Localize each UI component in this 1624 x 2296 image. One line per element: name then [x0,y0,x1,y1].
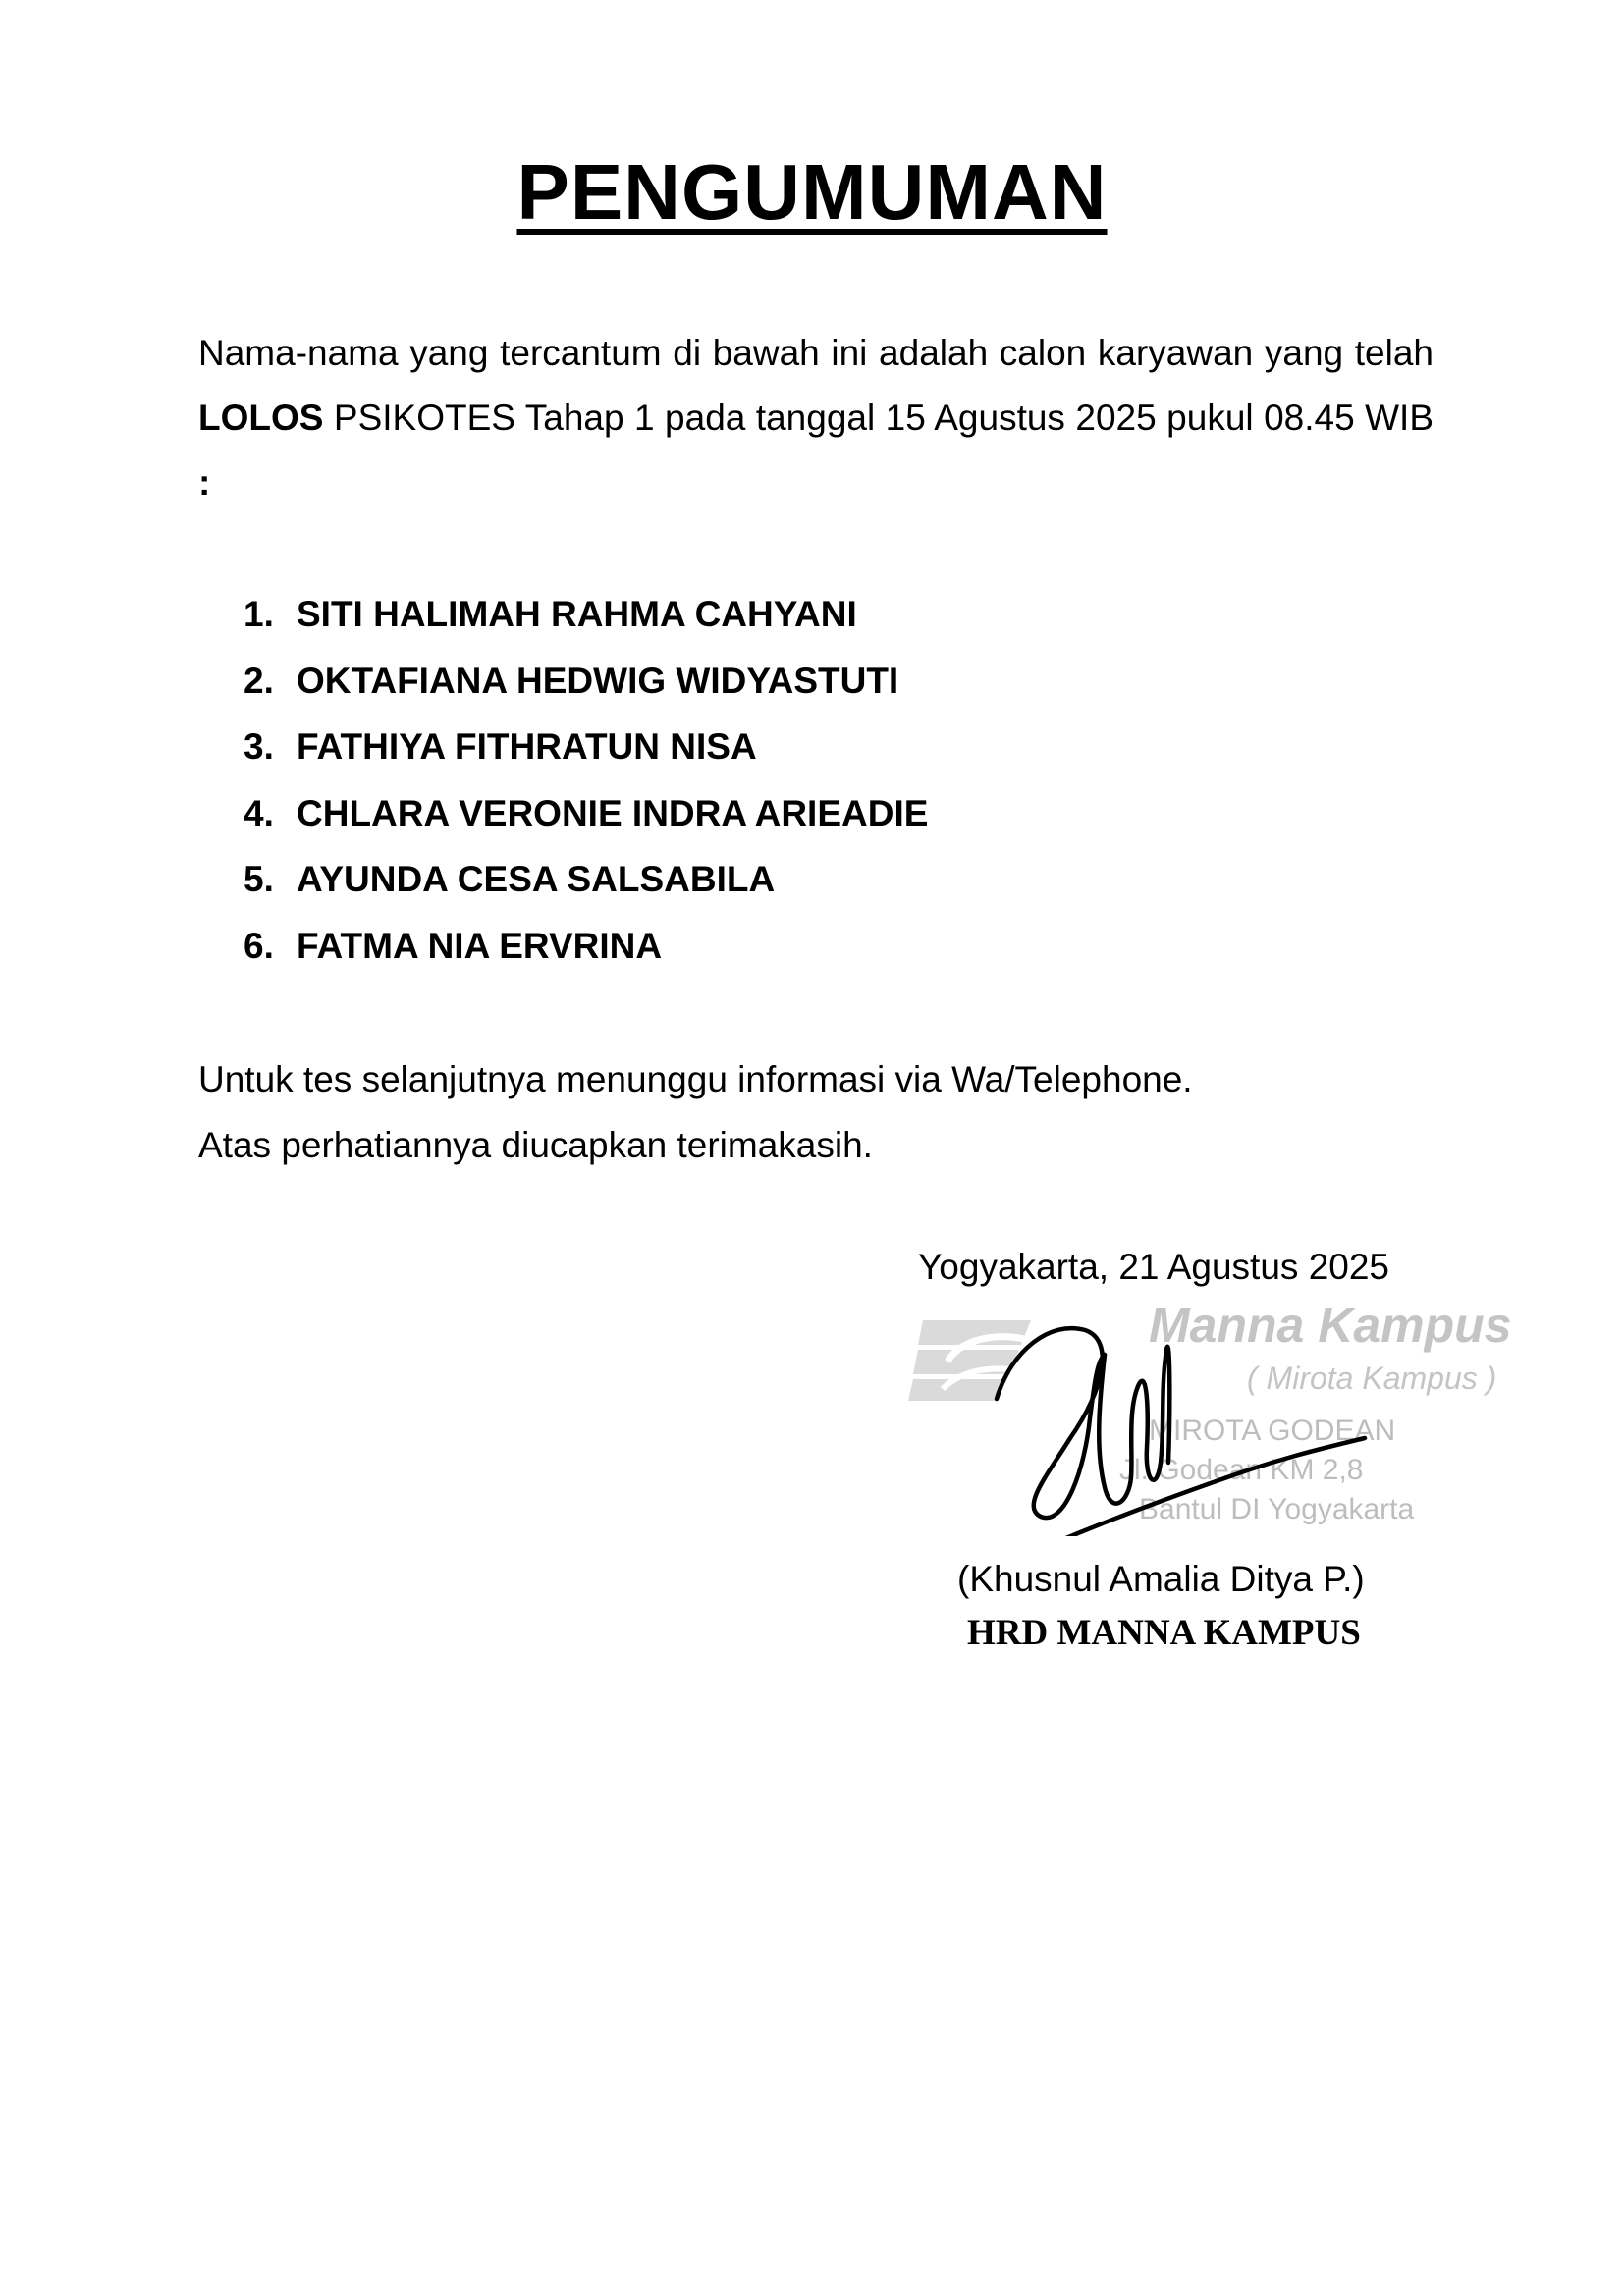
intro-paragraph [198,321,1434,515]
candidate-list [244,581,928,979]
list-number: 3. [244,726,274,767]
candidate-name: SITI HALIMAH RAHMA CAHYANI [297,594,857,634]
company-stamp-and-signature [903,1291,1512,1536]
signer-name: (Khusnul Amalia Ditya P.) [957,1559,1365,1599]
list-item [244,581,928,648]
stamp-line-2: Jl. Godean KM 2,8 [1119,1454,1364,1486]
stamp-line-3: Bantul DI Yogyakarta [1139,1493,1415,1525]
list-item [244,913,928,980]
page-title: PENGUMUMAN [516,148,1108,236]
closing-paragraph [198,1046,1193,1178]
candidate-name: CHLARA VERONIE INDRA ARIEADIE [297,792,929,833]
list-item [244,648,928,715]
intro-bold-colon: : [198,462,211,503]
list-item [244,714,928,780]
candidate-name: AYUNDA CESA SALSABILA [297,859,776,899]
stamp-sub: ( Mirota Kampus ) [1247,1361,1497,1396]
list-number: 5. [244,859,274,899]
signer-title: HRD MANNA KAMPUS [967,1613,1361,1653]
intro-bold-lolos: LOLOS [198,398,324,438]
list-number: 2. [244,660,274,701]
stamp-logo-icon [908,1320,1041,1401]
list-number: 4. [244,792,274,833]
list-number: 1. [244,594,274,634]
list-number: 6. [244,925,274,966]
intro-text-2: PSIKOTES Tahap 1 pada tanggal 15 Agustus 2025 pukul 08.45 WIB [323,398,1434,438]
list-item [244,780,928,847]
stamp-brand: Manna Kampus [1149,1298,1512,1353]
stamp-line-1: MIROTA GODEAN [1149,1415,1396,1447]
closing-line-2: Atas perhatiannya diucapkan terimakasih. [198,1125,873,1165]
candidate-name: FATHIYA FITHRATUN NISA [297,726,757,767]
place-date: Yogyakarta, 21 Agustus 2025 [918,1247,1390,1287]
closing-line-1: Untuk tes selanjutnya menunggu informasi via Wa/Telephone. [198,1059,1193,1099]
list-item [244,846,928,913]
candidate-name: OKTAFIANA HEDWIG WIDYASTUTI [297,660,899,701]
intro-text-1: Nama-nama yang tercantum di bawah ini adalah calon karyawan yang telah [198,333,1434,373]
candidate-name: FATMA NIA ERVRINA [297,925,663,966]
